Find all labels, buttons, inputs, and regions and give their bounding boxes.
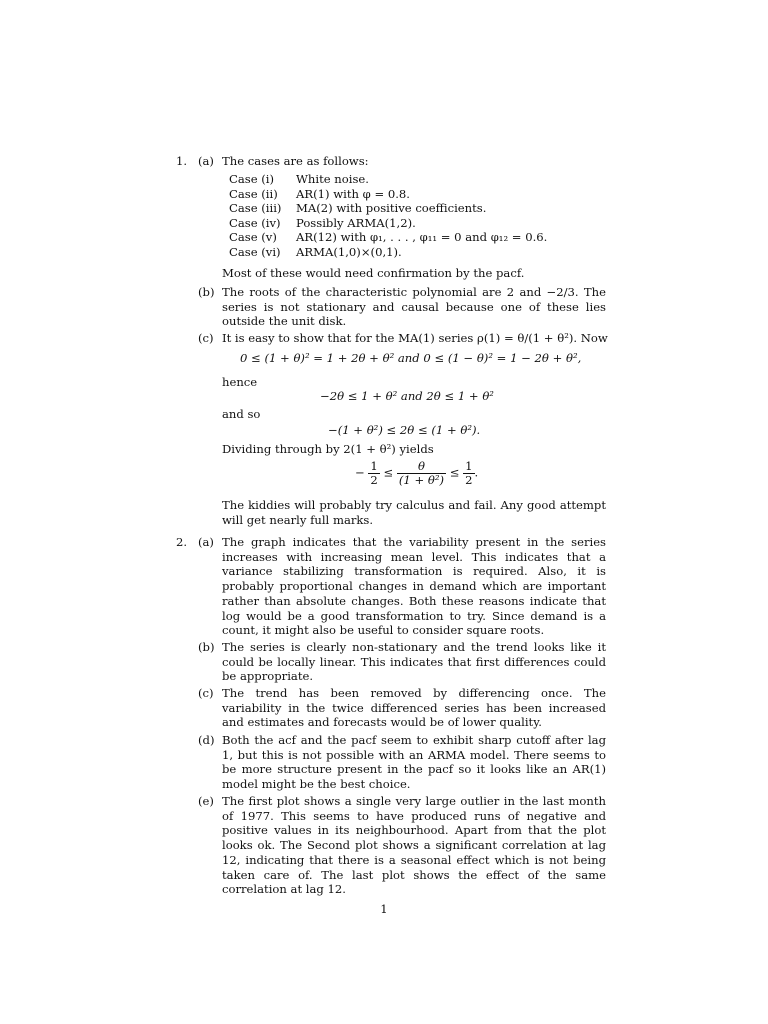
minus-sign: − xyxy=(355,465,365,480)
question-2-number: 2. xyxy=(176,535,188,549)
q2-part-d-label: (d) xyxy=(198,733,215,747)
paragraph: The kiddies will probably try calculus and fail. Any good attempt will get nearly full marks. xyxy=(222,498,606,527)
question-1-number: 1. xyxy=(176,154,188,168)
denominator: 2 xyxy=(370,473,378,487)
equation-squares: 0 ≤ (1 + θ)² = 1 + 2θ + θ² and 0 ≤ (1 − θ)² = 1 − 2θ + θ², xyxy=(240,351,582,365)
q1c-intro: It is easy to show that for the MA(1) series ρ(1) = θ/(1 + θ²). Now xyxy=(222,331,608,345)
q1a-intro: The cases are as follows: xyxy=(222,154,369,168)
paragraph: The first plot shows a single very large outlier in the last month of 1977. This seems to have produced runs of negative and positive values in its neighbourhood. Apart from that the plot looks ok. The Second plot shows a significant correlation at lag 12, indicating that there is a seasonal effect which is not being taken care of. The last plot shows the effect of the same correlation at lag 12. xyxy=(222,794,606,897)
q1b-text xyxy=(222,285,606,329)
period: . xyxy=(474,465,479,480)
case-description: AR(12) with φ₁, . . . , φ₁₁ = 0 and φ₁₂ = 0.6. xyxy=(296,230,548,245)
case-name: Case (v) xyxy=(229,230,277,245)
q1a-note: Most of these would need confirmation by the pacf. xyxy=(222,266,525,280)
q1c-closing xyxy=(222,498,606,527)
case-description: White noise. xyxy=(296,172,369,186)
paragraph: The series is clearly non-stationary and the trend looks like it could be locally linear. This indicates that first differences could be appropriate. xyxy=(222,640,606,684)
case-name: Case (ii) xyxy=(229,186,278,201)
q2d-text xyxy=(222,733,606,792)
q1-part-b-label: (b) xyxy=(198,285,215,299)
q1c-hence: hence xyxy=(222,375,258,389)
equation-final xyxy=(355,460,478,487)
q2c-text xyxy=(222,686,606,730)
le-sign: ≤ xyxy=(383,465,394,480)
case-description: AR(1) with φ = 0.8. xyxy=(296,186,410,201)
q2e-text xyxy=(222,794,606,897)
numerator: θ xyxy=(397,460,446,474)
numerator: 1 xyxy=(465,459,473,473)
paragraph: The roots of the characteristic polynomial are 2 and −2/3. The series is not stationary and causal because one of these lies outside the unit disk. xyxy=(222,285,606,329)
case-name: Case (iv) xyxy=(229,215,281,230)
q2-part-a-label: (a) xyxy=(198,535,214,549)
case-name: Case (i) xyxy=(229,172,275,186)
q1c-and-so: and so xyxy=(222,407,261,421)
paragraph: The graph indicates that the variability present in the series increases with increasing mean level. This indicates that a variance stabilizing transformation is required. Also, it is probably proportional changes in demand which are important rather than absolute changes. Both these reasons indicate that log would be a good transformation to try. Since demand is a count, it might also be useful to consider square roots. xyxy=(222,535,606,638)
equation-combined: −(1 + θ²) ≤ 2θ ≤ (1 + θ²). xyxy=(328,423,481,437)
case-description: Possibly ARMA(1,2). xyxy=(296,215,416,230)
page-number: 1 xyxy=(380,902,388,916)
q2-part-b-label: (b) xyxy=(198,640,215,654)
equation-bounds: −2θ ≤ 1 + θ² and 2θ ≤ 1 + θ² xyxy=(320,389,494,403)
q2b-text xyxy=(222,640,606,684)
fraction-theta xyxy=(397,460,446,487)
numerator: 1 xyxy=(370,459,378,473)
q1-part-c-label: (c) xyxy=(198,331,214,345)
case-name: Case (vi) xyxy=(229,244,281,259)
denominator: (1 + θ²) xyxy=(398,473,445,487)
fraction-half xyxy=(368,460,379,487)
le-sign: ≤ xyxy=(449,465,460,480)
case-name: Case (iii) xyxy=(229,201,282,216)
denominator: 2 xyxy=(465,473,473,487)
q2a-text xyxy=(222,535,606,638)
q1c-dividing: Dividing through by 2(1 + θ²) yields xyxy=(222,442,434,456)
paragraph: The trend has been removed by differencing once. The variability in the twice differenced series has been increased and estimates and forecasts would be of lower quality. xyxy=(222,686,606,730)
q2-part-c-label: (c) xyxy=(198,686,214,700)
case-description: ARMA(1,0)×(0,1). xyxy=(296,244,402,259)
fraction-half xyxy=(463,460,474,487)
case-description: MA(2) with positive coefficients. xyxy=(296,201,487,216)
paragraph: Both the acf and the pacf seem to exhibit sharp cutoff after lag 1, but this is not possible with an ARMA model. There seems to be more structure present in the pacf so it looks like an AR(1) model might be the best choice. xyxy=(222,733,606,792)
q1-part-a-label: (a) xyxy=(198,154,214,168)
q2-part-e-label: (e) xyxy=(198,794,214,808)
